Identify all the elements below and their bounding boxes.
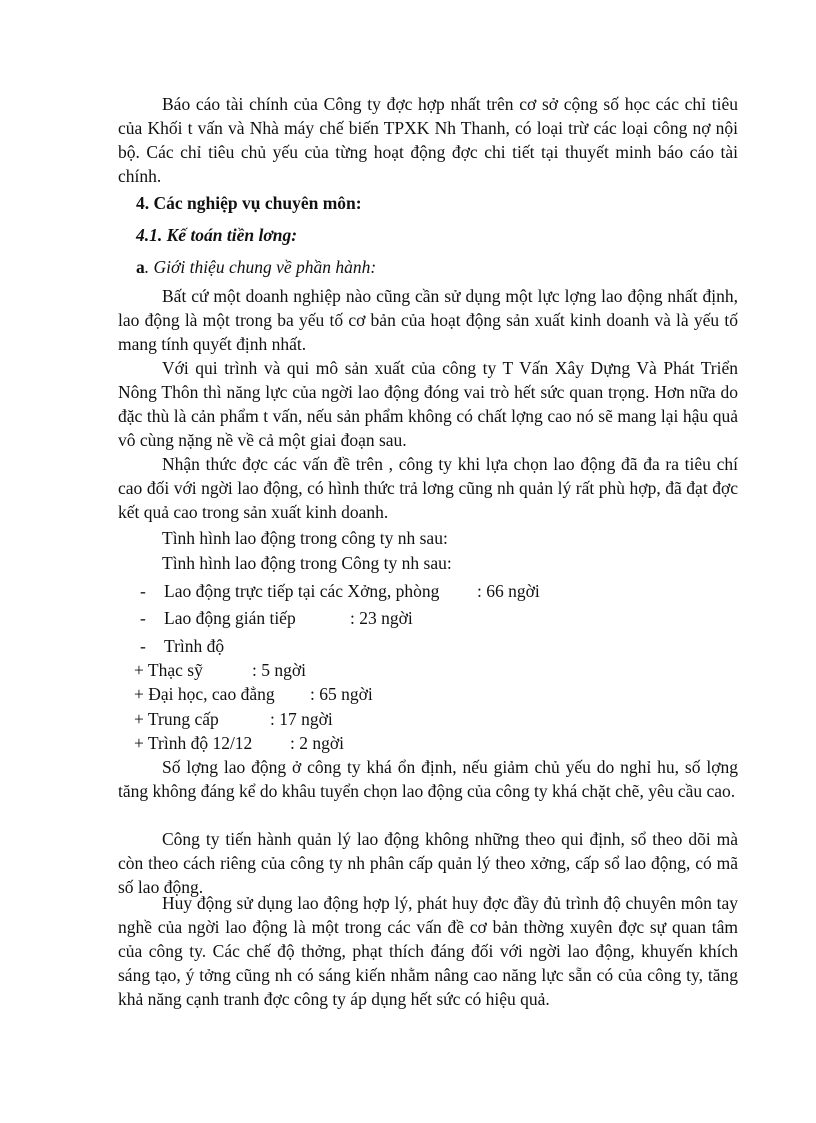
list-item-value: : 17 ngời — [270, 709, 333, 729]
list-item — [140, 636, 224, 657]
list-item-label: + Trung cấp — [134, 709, 219, 729]
list-item-label: + Trình độ 12/12 — [134, 733, 253, 753]
subsection-heading: 4.1. Kế toán tiền lơng: — [136, 225, 298, 245]
dash-bullet: - — [140, 608, 146, 628]
list-item — [134, 684, 373, 705]
paragraph-labor-role: Với qui trình và qui mô sản xuất của công ty T Vấn Xây Dựng Và Phát Triển Nông Thôn thì năng lực của ngời lao động đóng vai trò hết sức quan trọng. Hơn nữa do đặc thù là cản phẩm t vấn, nếu sản phẩm không có chất lợng cao nó sẽ mang lại hậu quả vô cùng nặng nề về cả một giai đoạn sau. — [118, 358, 738, 450]
list-item-value: : 5 ngời — [252, 660, 306, 680]
dash-bullet: - — [140, 581, 146, 601]
paragraph-labor-stability: Số lợng lao động ở công ty khá ổn định, nếu giảm chủ yếu do nghỉ hu, số lợng tăng không đáng kể do khâu tuyển chọn lao động của công ty khá chặt chẽ, yêu cầu cao. — [118, 757, 738, 801]
list-item — [140, 608, 413, 629]
sub-heading-letter: a — [136, 257, 145, 277]
sub-heading — [136, 257, 376, 278]
list-item — [134, 660, 306, 681]
paragraph-financial-report: Báo cáo tài chính của Công ty đợc hợp nhất trên cơ sở cộng số học các chỉ tiêu của Khối t vấn và Nhà máy chế biến TPXK Nh Thanh, có loại trừ các loại công nợ nội bộ. Các chỉ tiêu chủ yếu của từng hoạt động đợc chi tiết tại thuyết minh báo cáo tài chính. — [118, 94, 738, 186]
list-item-label: Lao động trực tiếp tại các Xởng, phòng — [164, 581, 440, 601]
list-item-value: : 65 ngời — [310, 684, 373, 704]
list-item-label: Trình độ — [164, 636, 225, 656]
section-heading: 4. Các nghiệp vụ chuyên môn: — [136, 193, 362, 213]
labor-situation-line-1: Tình hình lao động trong công ty nh sau: — [162, 528, 448, 548]
sub-heading-title: . Giới thiệu chung về phần hành: — [144, 257, 377, 277]
paragraph-labor-utilization: Huy động sử dụng lao động hợp lý, phát huy đợc đầy đủ trình độ chuyên môn tay nghề của ngời lao động là một trong các vấn đề cơ bản thờng xuyên đợc sự quan tâm của công ty. Các chế độ thởng, phạt thích đáng đối với ngời lao động, khuyến khích sáng tạo, ý tởng cũng nh có sáng kiến nhằm nâng cao năng lực sẵn có của công ty, tăng khả năng cạnh tranh đợc công ty áp dụng hết sức có hiệu quả. — [118, 893, 738, 1009]
list-item-value: : 66 ngời — [477, 581, 540, 601]
list-item — [134, 733, 344, 754]
list-item-label: + Thạc sỹ — [134, 660, 203, 680]
paragraph-labor-intro: Bất cứ một doanh nghiệp nào cũng cần sử dụng một lực lợng lao động nhất định, lao động là một trong ba yếu tố cơ bản của hoạt động sản xuất kinh doanh và là yếu tố mang tính quyết định nhất. — [118, 286, 738, 354]
labor-situation-line-2: Tình hình lao động trong Công ty nh sau: — [162, 553, 452, 573]
list-item-value: : 23 ngời — [350, 608, 413, 628]
dash-bullet: - — [140, 636, 146, 656]
paragraph-labor-management: Công ty tiến hành quản lý lao động không những theo qui định, sổ theo dõi mà còn theo cách riêng của công ty nh phân cấp quản lý theo xởng, cấp sổ lao động, có mã số lao động. — [118, 829, 738, 897]
list-item — [140, 581, 540, 602]
list-item-value: : 2 ngời — [290, 733, 344, 753]
list-item-label: + Đại học, cao đẳng — [134, 684, 275, 704]
list-item — [134, 709, 333, 730]
list-item-label: Lao động gián tiếp — [164, 608, 296, 628]
paragraph-awareness: Nhận thức đợc các vấn đề trên , công ty khi lựa chọn lao động đã đa ra tiêu chí cao đối với ngời lao động, có hình thức trả lơng cũng nh quản lý rất phù hợp, đã đạt đợc kết quả cao trong sản xuất kinh doanh. — [118, 454, 738, 522]
